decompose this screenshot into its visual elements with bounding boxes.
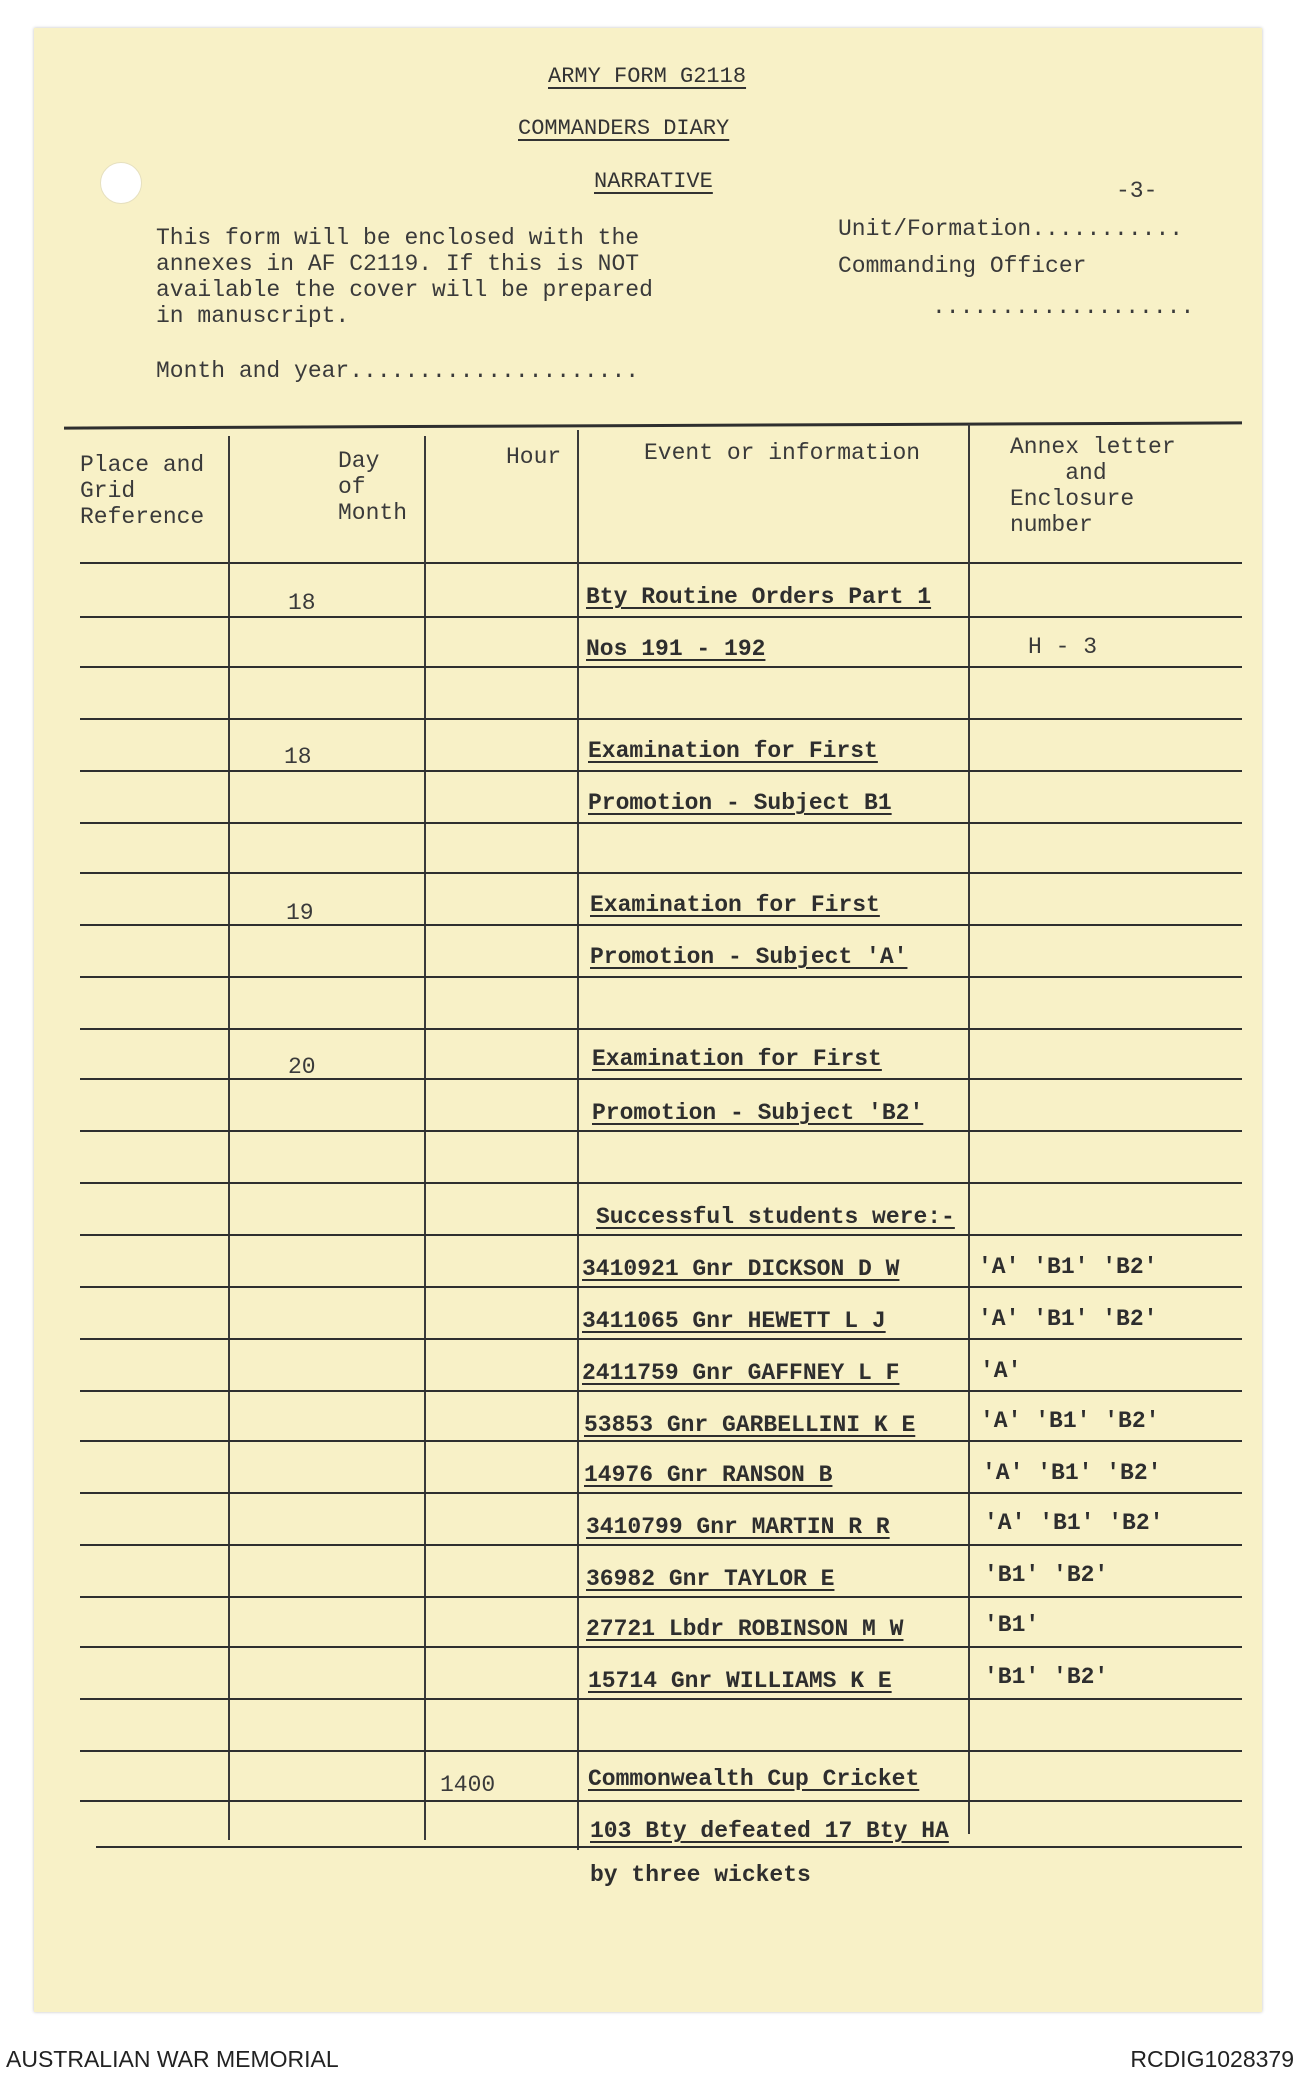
row-rule [80,1492,1242,1494]
row-rule [80,1028,1242,1030]
commanding-officer-dots: ................... [932,294,1195,320]
entry-2-line-2: Promotion - Subject B1 [588,790,892,816]
column-header-place: Place and Grid Reference [80,452,205,530]
form-subtitle: COMMANDERS DIARY [518,116,730,141]
row-rule [80,666,1242,668]
entry-3-day: 19 [286,900,314,926]
row-rule [80,1338,1242,1340]
entry-5-line-2: 103 Bty defeated 17 Bty HA [590,1818,949,1844]
student-subjects: 'A' 'B1' 'B2' [978,1306,1158,1332]
entry-5-line-3: by three wickets [590,1862,811,1888]
row-rule [80,1078,1242,1080]
row-rule [80,1234,1242,1236]
entry-4-day: 20 [288,1054,316,1080]
row-rule [80,770,1242,772]
entry-4-line-1: Examination for First [592,1046,882,1072]
column-divider-1 [228,436,230,1840]
entry-5-line-1: Commonwealth Cup Cricket [588,1766,920,1792]
instructions-text: This form will be enclosed with the annexes in AF C2119. If this is NOT available the cover will be prepared in manuscript. [156,225,653,329]
row-rule [80,1130,1242,1132]
student-subjects: 'B1' [984,1612,1040,1638]
column-header-hour: Hour [506,444,562,470]
table-header-rule [80,562,1242,564]
student-name: 2411759 Gnr GAFFNEY L F [582,1360,900,1386]
column-divider-3 [577,430,579,1850]
row-rule [80,1286,1242,1288]
entry-3-line-2: Promotion - Subject 'A' [590,944,908,970]
row-rule [80,616,1242,618]
row-rule [80,872,1242,874]
row-rule [80,1182,1242,1184]
row-rule [80,718,1242,720]
entry-2-day: 18 [284,744,312,770]
student-subjects: 'A' 'B1' 'B2' [980,1408,1160,1434]
student-name: 14976 Gnr RANSON B [584,1462,833,1488]
row-rule [80,976,1242,978]
footer-record-id: RCDIG1028379 [1130,2046,1294,2072]
row-rule [80,1800,1242,1802]
page-number: -3- [1116,178,1158,204]
month-year-label: Month and year..................... [156,358,640,384]
row-rule [80,1440,1242,1442]
row-rule [80,1390,1242,1392]
students-heading: Successful students were:- [596,1204,955,1230]
student-name: 53853 Gnr GARBELLINI K E [584,1412,916,1438]
entry-4-line-2: Promotion - Subject 'B2' [592,1100,924,1126]
entry-2-line-1: Examination for First [588,738,878,764]
entry-1-day: 18 [288,590,316,616]
row-rule [80,1596,1242,1598]
student-subjects: 'B1' 'B2' [984,1562,1109,1588]
student-subjects: 'B1' 'B2' [984,1664,1109,1690]
entry-1-annex: H - 3 [1028,634,1098,660]
column-divider-2 [424,436,426,1840]
student-subjects: 'A' 'B1' 'B2' [982,1460,1162,1486]
student-name: 27721 Lbdr ROBINSON M W [586,1616,904,1642]
table-bottom-rule [96,1846,1242,1848]
column-header-day: Day of Month [338,448,408,526]
footer-archive-name: AUSTRALIAN WAR MEMORIAL [6,2046,339,2072]
entry-1-line-2: Nos 191 - 192 [586,636,766,662]
column-divider-4 [968,424,970,1834]
row-rule [80,1544,1242,1546]
form-title: ARMY FORM G2118 [548,64,747,89]
student-subjects: 'A' [980,1358,1022,1384]
row-rule [80,1646,1242,1648]
student-name: 3410799 Gnr MARTIN R R [586,1514,890,1540]
column-header-annex: Annex letter and Enclosure number [1010,434,1176,538]
column-header-event: Event or information [644,440,921,466]
entry-3-line-1: Examination for First [590,892,880,918]
student-name: 36982 Gnr TAYLOR E [586,1566,835,1592]
student-name: 15714 Gnr WILLIAMS K E [588,1668,892,1694]
unit-formation-label: Unit/Formation........... [838,216,1184,242]
punch-hole [100,162,142,204]
entry-1-line-1: Bty Routine Orders Part 1 [586,584,932,610]
row-rule [80,924,1242,926]
student-name: 3410921 Gnr DICKSON D W [582,1256,900,1282]
student-subjects: 'A' 'B1' 'B2' [984,1510,1164,1536]
entry-5-hour: 1400 [440,1772,496,1798]
form-section: NARRATIVE [594,169,713,194]
commanding-officer-label: Commanding Officer [838,253,1087,279]
student-subjects: 'A' 'B1' 'B2' [978,1254,1158,1280]
row-rule [80,822,1242,824]
student-name: 3411065 Gnr HEWETT L J [582,1308,886,1334]
row-rule [80,1750,1242,1752]
row-rule [80,1698,1242,1700]
